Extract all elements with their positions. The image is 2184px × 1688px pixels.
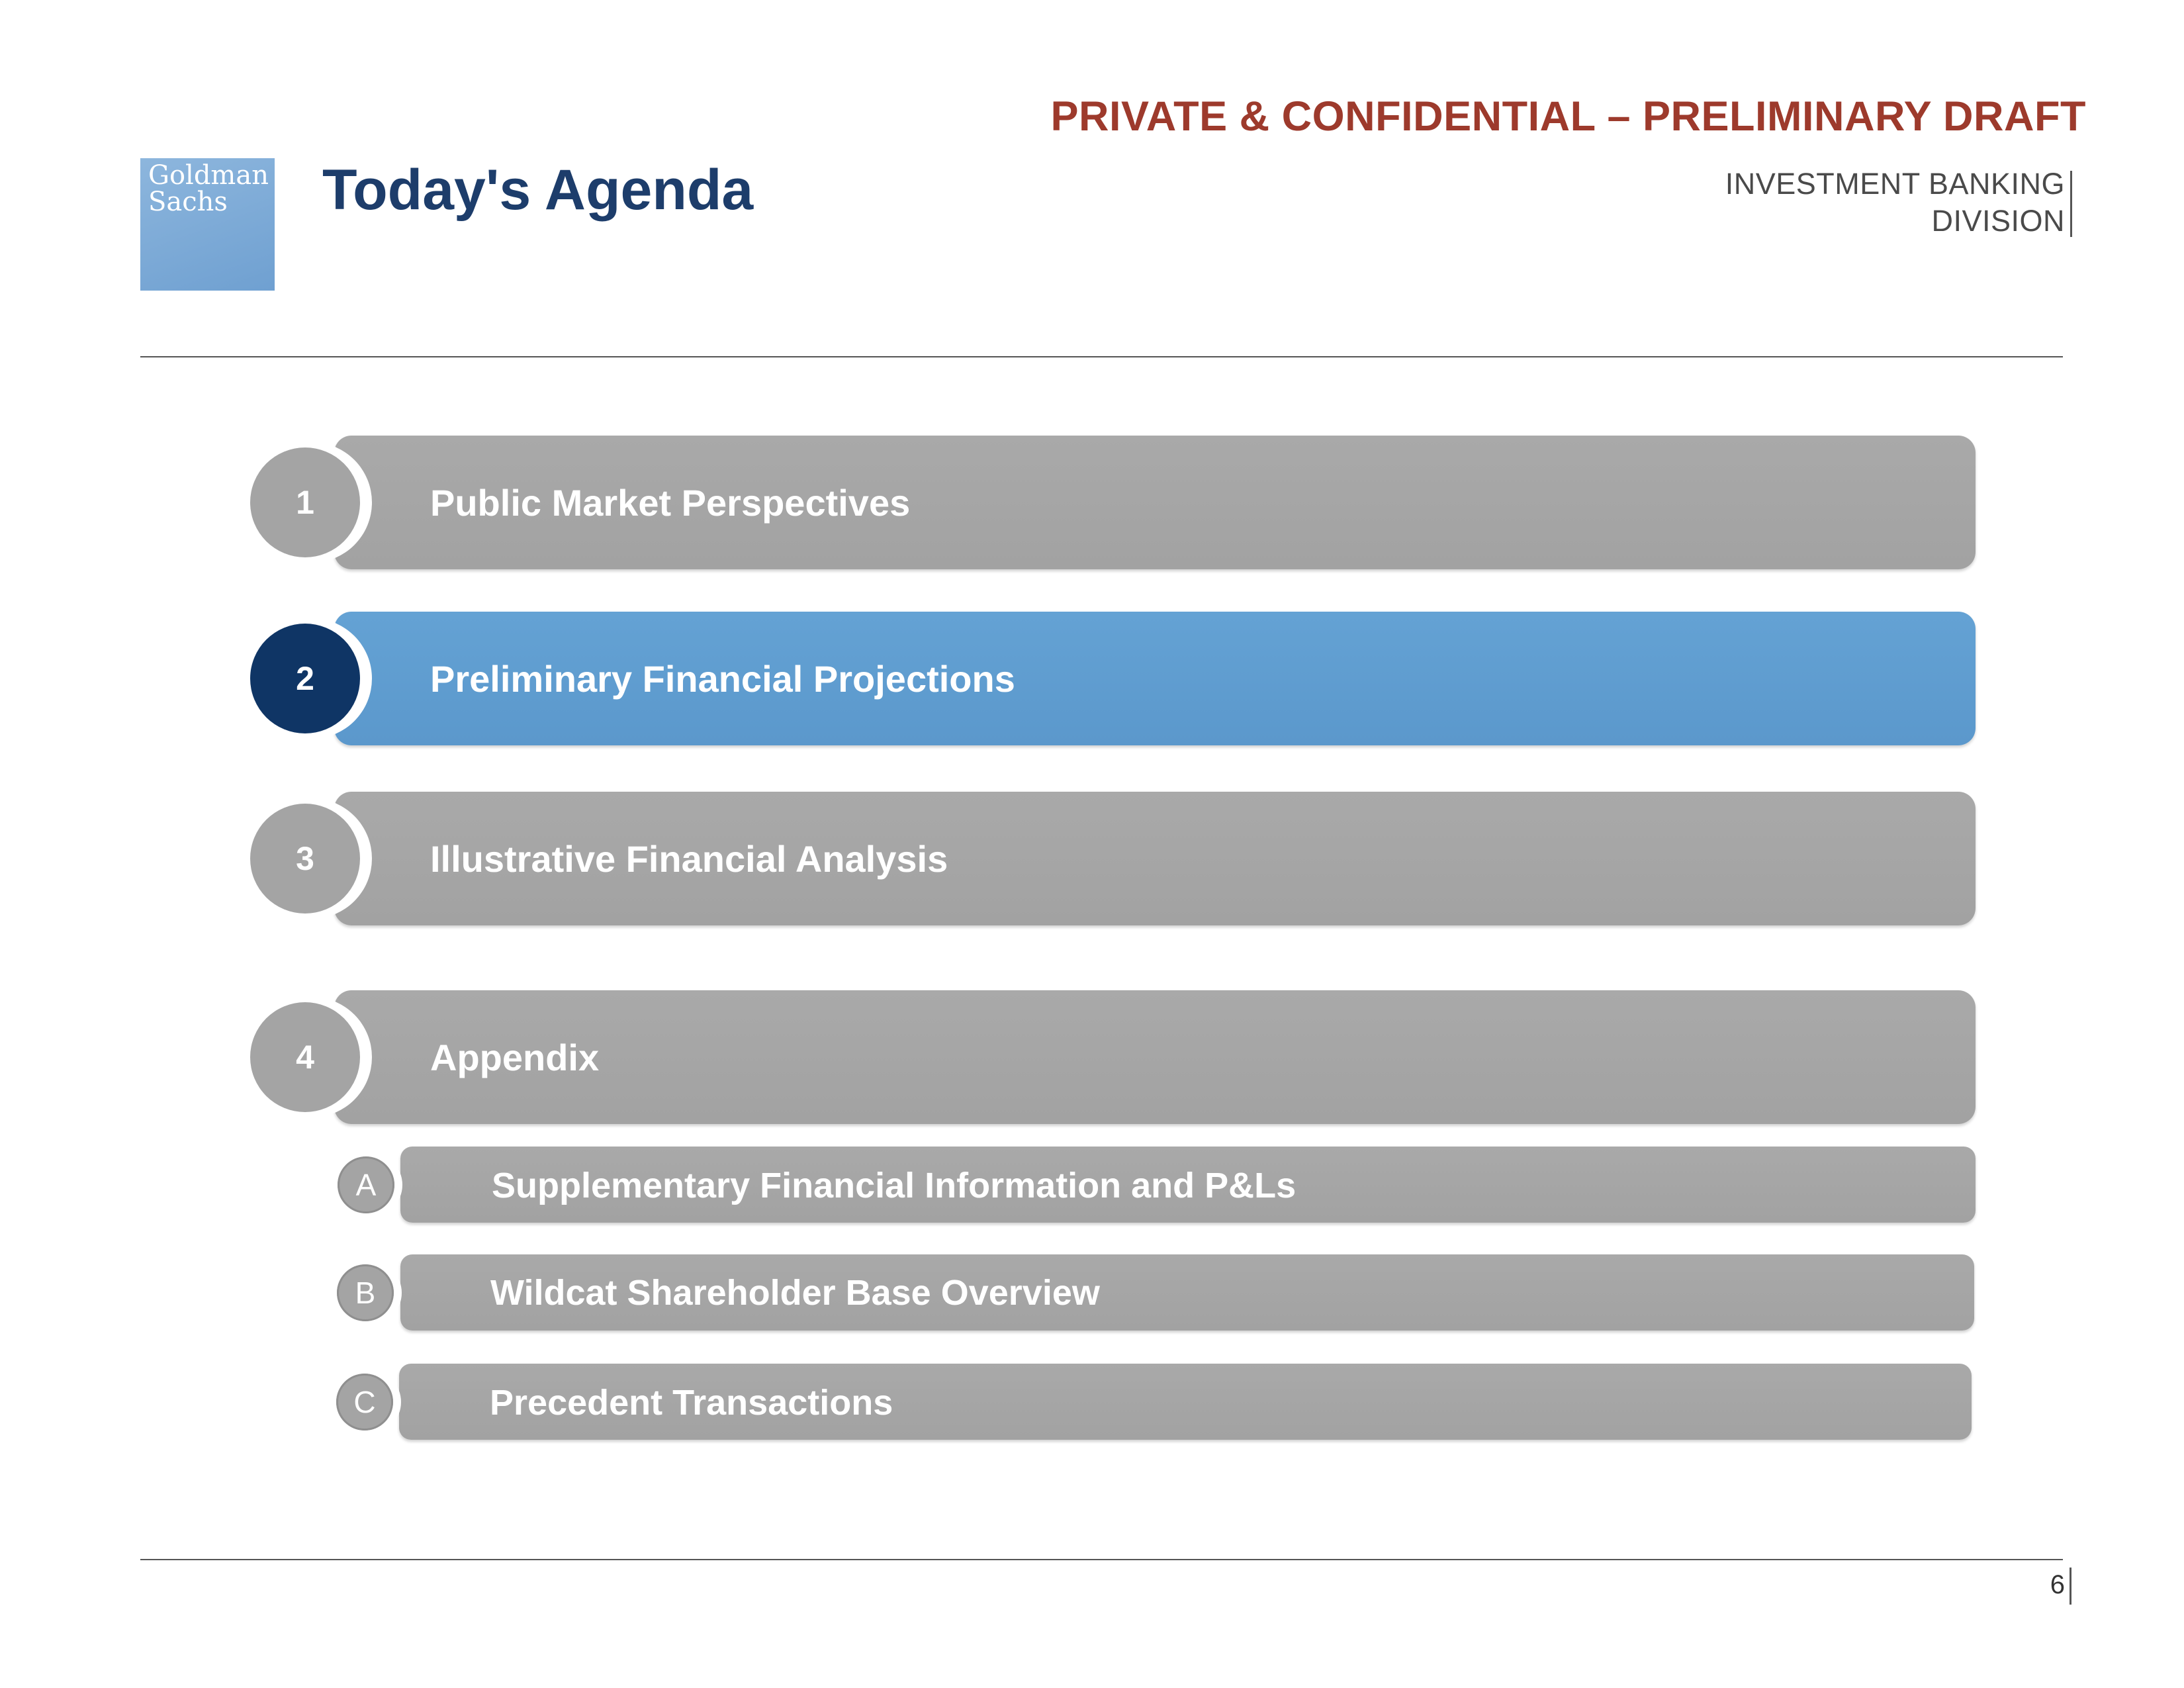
agenda-item-4-number: 4 xyxy=(250,1002,360,1112)
division-line-2: DIVISION xyxy=(1931,204,2065,238)
agenda-item-1-number: 1 xyxy=(250,447,360,557)
agenda-item-3-label: Illustrative Financial Analysis xyxy=(430,838,948,880)
division-line-1: INVESTMENT BANKING xyxy=(1725,167,2065,201)
appendix-item-c-label: Precedent Transactions xyxy=(490,1383,893,1423)
division-label xyxy=(1725,165,2065,240)
appendix-item-b-label: Wildcat Shareholder Base Overview xyxy=(490,1273,1100,1313)
goldman-sachs-logo xyxy=(140,158,275,291)
page-number: 6 xyxy=(2050,1570,2065,1599)
appendix-item-a-letter: A xyxy=(338,1156,394,1213)
agenda-item-1-label: Public Market Perspectives xyxy=(430,482,911,524)
agenda-item-2-number: 2 xyxy=(250,624,360,733)
logo-line-2: Sachs xyxy=(148,187,228,217)
page-title: Today's Agenda xyxy=(322,158,754,222)
confidential-banner: PRIVATE & CONFIDENTIAL – PRELIMINARY DRAFT xyxy=(1050,93,2086,140)
division-divider xyxy=(2070,171,2072,237)
header-rule xyxy=(140,356,2063,357)
appendix-item-c-letter: C xyxy=(336,1374,393,1430)
agenda-item-3-number: 3 xyxy=(250,804,360,914)
footer-rule xyxy=(140,1559,2063,1560)
appendix-item-b-letter: B xyxy=(337,1264,394,1321)
page-number-divider xyxy=(2070,1568,2071,1605)
agenda-item-2-label: Preliminary Financial Projections xyxy=(430,658,1015,700)
logo-line-1: Goldman xyxy=(148,160,269,191)
appendix-item-a-label: Supplementary Financial Information and P&Ls xyxy=(492,1166,1297,1205)
agenda-item-4-label: Appendix xyxy=(430,1037,600,1078)
